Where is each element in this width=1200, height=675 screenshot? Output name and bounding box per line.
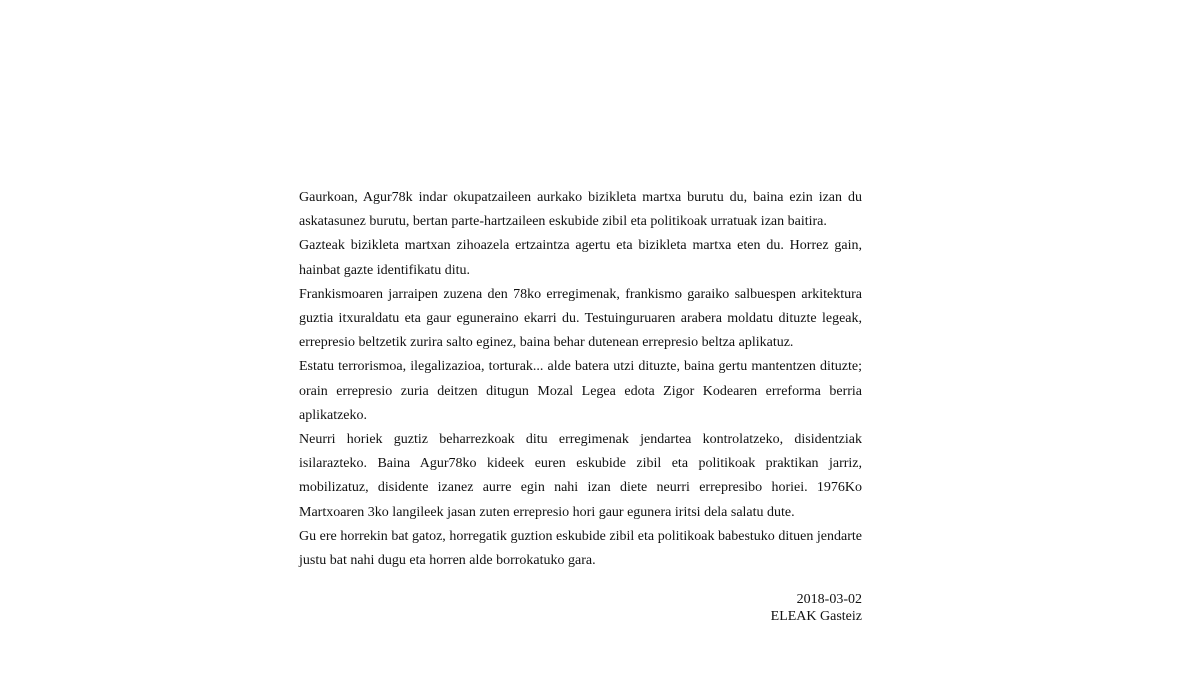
paragraph-6: Gu ere horrekin bat gatoz, horregatik guztion eskubide zibil eta politikoak babestuko dituen jendarte justu bat nahi dugu eta horren alde borrokatuko gara. <box>299 528 862 569</box>
paragraph-3: Frankismoaren jarraipen zuzena den 78ko erregimenak, frankismo garaiko salbuespen arkitektura guztia itxuraldatu eta gaur eguneraino ekarri du. Testuinguruaren arabera moldatu dituzte legeak, errepresio beltzetik zurira salto eginez, baina behar dutenean errepresio beltza aplikatuz. <box>299 286 862 351</box>
document-body <box>299 186 862 573</box>
paragraph-4: Estatu terrorismoa, ilegalizazioa, torturak... alde batera utzi dituzte, baina gertu mantentzen dituzte; orain errepresio zuria deitzen ditugun Mozal Legea edota Zigor Kodearen erreforma berria aplikatzeko. <box>299 359 862 423</box>
signature-block <box>771 591 862 625</box>
signature-date: 2018-03-02 <box>796 592 862 607</box>
paragraph-1: Gaurkoan, Agur78k indar okupatzaileen aurkako bizikleta martxa burutu du, baina ezin izan du askatasunez burutu, bertan parte-hartzaileen eskubide zibil eta politikoak urratuak izan baitira. <box>299 190 862 230</box>
signature-author: ELEAK Gasteiz <box>770 609 862 624</box>
paragraph-2: Gazteak bizikleta martxan zihoazela ertzaintza agertu eta bizikleta martxa eten du. Horrez gain, hainbat gazte identifikatu ditu. <box>299 238 862 278</box>
paragraph-5: Neurri horiek guztiz beharrezkoak ditu erregimenak jendartea kontrolatzeko, disidentziak isilarazteko. Baina Agur78ko kideek euren eskubide zibil eta politikoak praktikan jarriz, mobilizatuz, disidente izanez aurre egin nahi izan diete neurri errepresibo horiei. 1976Ko Martxoaren 3ko langileek jasan zuten errepresio hori gaur egunera iritsi dela salatu dute. <box>299 432 862 520</box>
